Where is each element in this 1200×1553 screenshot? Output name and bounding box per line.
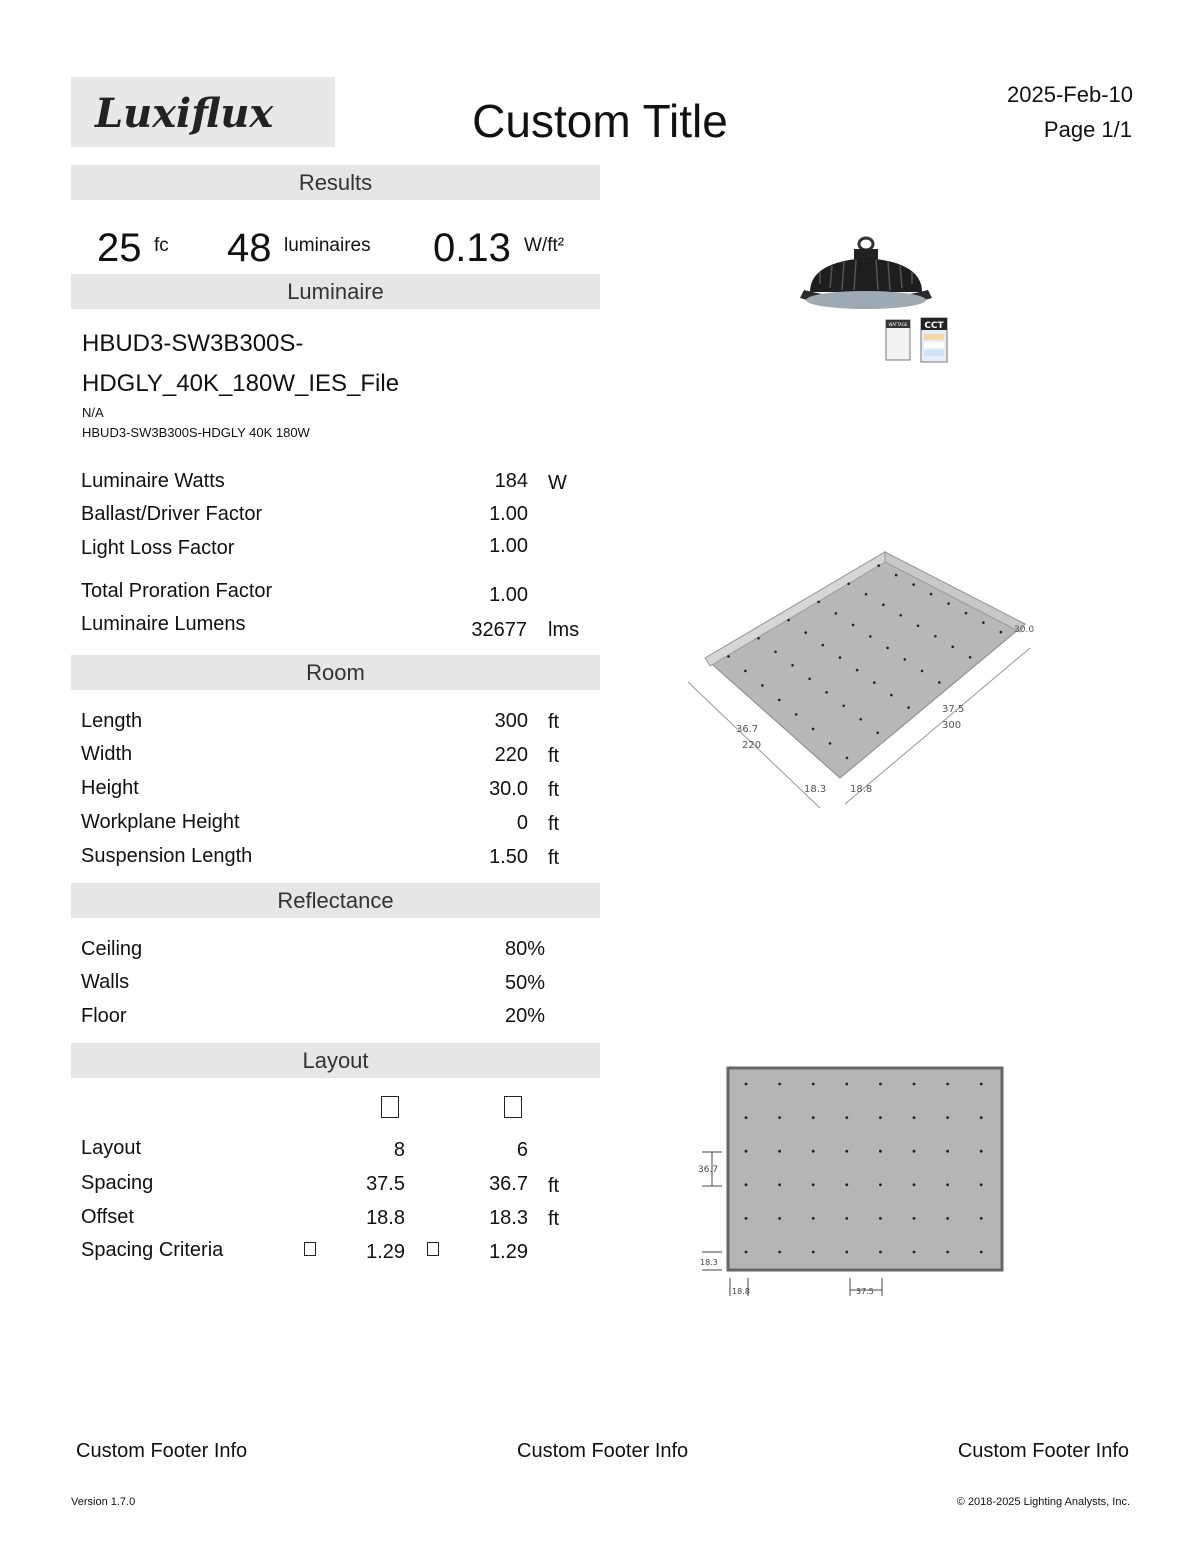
- plan-luminaire-dot: [745, 1083, 748, 1086]
- luminaire-lumens-label: Luminaire Lumens: [81, 613, 246, 635]
- plan-luminaire-dot: [812, 1183, 815, 1186]
- plan-luminaire-dot: [913, 1183, 916, 1186]
- floor-value: 20%: [504, 1005, 545, 1027]
- plan-luminaire-dot: [879, 1183, 882, 1186]
- suspension-length-label: Suspension Length: [81, 845, 253, 867]
- room-width-value: 220: [494, 744, 528, 766]
- luminaire-manufacturer: N/A: [82, 405, 104, 420]
- spacing-unit: ft: [548, 1175, 560, 1197]
- room-height-unit: ft: [548, 779, 560, 801]
- iso-dim-length: 300: [942, 720, 962, 731]
- version-text: Version 1.7.0: [71, 1496, 136, 1508]
- iso-dim-spacing-y: 36.7: [736, 724, 759, 735]
- room-height-label: Height: [81, 777, 139, 799]
- iso-luminaire-dot: [899, 614, 902, 617]
- iso-luminaire-dot: [744, 670, 747, 673]
- iso-dim-offset-x: 18.8: [850, 784, 873, 795]
- iso-luminaire-dot: [859, 718, 862, 721]
- plan-luminaire-dot: [980, 1217, 983, 1220]
- logo-text: Luxiflux: [95, 90, 274, 137]
- plan-luminaire-dot: [778, 1251, 781, 1254]
- plan-luminaire-dot: [980, 1083, 983, 1086]
- section-layout-heading: Layout: [71, 1043, 600, 1078]
- layout-col2-symbol: [504, 1096, 522, 1118]
- plan-luminaire-dot: [845, 1217, 848, 1220]
- iso-luminaire-dot: [856, 669, 859, 672]
- plan-luminaire-dot: [980, 1183, 983, 1186]
- plan-luminaire-dot: [879, 1217, 882, 1220]
- power-density-value: 0.13: [433, 226, 511, 270]
- section-luminaire-heading: Luminaire: [71, 274, 600, 309]
- spacing-criteria-label: Spacing Criteria: [81, 1239, 224, 1261]
- iso-luminaire-dot: [912, 583, 915, 586]
- plan-dim-spacing-x: 37.5: [856, 1287, 874, 1296]
- plan-luminaire-dot: [778, 1083, 781, 1086]
- iso-luminaire-dot: [839, 656, 842, 659]
- room-length-value: 300: [494, 710, 528, 732]
- plan-dim-spacing-y: 36.7: [698, 1165, 719, 1175]
- luminaire-watts-value: 184: [494, 470, 528, 492]
- plan-dim-offset-y: 18.3: [700, 1258, 718, 1267]
- spacing-col2: 36.7: [489, 1173, 528, 1195]
- luminaire-product-image: [790, 232, 960, 372]
- iso-dim-width: 220: [742, 740, 762, 751]
- plan-luminaire-dot: [946, 1083, 949, 1086]
- iso-luminaire-dot: [869, 635, 872, 638]
- plan-luminaire-dot: [946, 1150, 949, 1153]
- power-density-unit: W/ft²: [524, 235, 565, 256]
- luminaire-name-line1: HBUD3-SW3B300S-: [82, 330, 304, 357]
- plan-luminaire-dot: [879, 1083, 882, 1086]
- luminaire-name-line2: HDGLY_40K_180W_IES_File: [82, 370, 400, 397]
- plan-luminaire-dot: [879, 1150, 882, 1153]
- page-title: Custom Title: [472, 95, 728, 147]
- iso-luminaire-dot: [804, 631, 807, 634]
- iso-luminaire-dot: [882, 603, 885, 606]
- iso-luminaire-dot: [787, 619, 790, 622]
- plan-luminaire-dot: [845, 1083, 848, 1086]
- plan-luminaire-dot: [778, 1116, 781, 1119]
- plan-luminaire-dot: [845, 1150, 848, 1153]
- section-results-heading: Results: [71, 165, 600, 200]
- plan-luminaire-dot: [946, 1251, 949, 1254]
- luminaire-lumens-value: 32677: [471, 619, 527, 641]
- iso-luminaire-dot: [938, 681, 941, 684]
- room-length-label: Length: [81, 710, 143, 732]
- plan-luminaire-dot: [845, 1183, 848, 1186]
- iso-luminaire-dot: [1000, 631, 1003, 634]
- iso-luminaire-dot: [873, 681, 876, 684]
- iso-luminaire-dot: [930, 593, 933, 596]
- iso-luminaire-dot: [825, 691, 828, 694]
- iso-luminaire-dot: [951, 645, 954, 648]
- plan-luminaire-dot: [980, 1116, 983, 1119]
- layout-count-col1: 8: [393, 1139, 405, 1161]
- iso-luminaire-dot: [761, 684, 764, 687]
- iso-luminaire-dot: [852, 624, 855, 627]
- luminaires-unit: luminaires: [284, 235, 371, 256]
- plan-luminaire-dot: [879, 1116, 882, 1119]
- iso-luminaire-dot: [947, 602, 950, 605]
- plan-luminaire-dot: [778, 1150, 781, 1153]
- plan-luminaire-dot: [745, 1116, 748, 1119]
- plan-luminaire-dot: [745, 1251, 748, 1254]
- iso-luminaire-dot: [921, 670, 924, 673]
- iso-luminaire-dot: [907, 706, 910, 709]
- spacing-criteria-col1: 1.29: [366, 1241, 405, 1263]
- section-reflectance-heading: Reflectance: [71, 883, 600, 918]
- iso-luminaire-dot: [886, 647, 889, 650]
- iso-luminaire-dot: [846, 757, 849, 760]
- ceiling-label: Ceiling: [81, 938, 143, 960]
- plan-luminaire-dot: [812, 1083, 815, 1086]
- footer-left: Custom Footer Info: [76, 1440, 248, 1462]
- badge-cct-text: CCT: [924, 321, 944, 331]
- spacing-label: Spacing: [81, 1172, 154, 1194]
- plan-luminaire-dot: [845, 1116, 848, 1119]
- plan-luminaire-dot: [845, 1251, 848, 1254]
- copyright-text: © 2018-2025 Lighting Analysts, Inc.: [956, 1496, 1130, 1508]
- ballast-factor-label: Ballast/Driver Factor: [81, 503, 263, 525]
- iso-luminaire-dot: [895, 574, 898, 577]
- proration-factor-label: Total Proration Factor: [81, 580, 273, 602]
- plan-luminaire-dot: [812, 1150, 815, 1153]
- luminaire-watts-label: Luminaire Watts: [81, 470, 225, 492]
- luminaire-watts-unit: W: [548, 472, 567, 494]
- spacing-criteria-col2: 1.29: [489, 1241, 528, 1263]
- offset-unit: ft: [548, 1208, 560, 1230]
- layout-count-label: Layout: [81, 1137, 142, 1159]
- plan-luminaire-dot: [980, 1150, 983, 1153]
- plan-luminaire-dot: [778, 1183, 781, 1186]
- plan-dim-offset-x: 18.8: [732, 1287, 750, 1296]
- offset-col1: 18.8: [366, 1207, 405, 1229]
- spacing-col1: 37.5: [366, 1173, 405, 1195]
- plan-luminaire-dot: [812, 1217, 815, 1220]
- iso-luminaire-dot: [876, 731, 879, 734]
- iso-luminaire-dot: [842, 704, 845, 707]
- workplane-height-label: Workplane Height: [81, 811, 240, 833]
- iso-luminaire-dot: [791, 664, 794, 667]
- badge-wattage-text: WATTAGE: [888, 322, 908, 327]
- plan-luminaire-dot: [812, 1251, 815, 1254]
- iso-luminaire-dot: [904, 658, 907, 661]
- iso-luminaire-dot: [934, 635, 937, 638]
- iso-luminaire-dot: [982, 621, 985, 624]
- workplane-height-value: 0: [516, 812, 528, 834]
- iso-luminaire-dot: [865, 593, 868, 596]
- iso-luminaire-dot: [969, 656, 972, 659]
- plan-luminaire-dot: [946, 1183, 949, 1186]
- footer-right: Custom Footer Info: [957, 1440, 1129, 1462]
- layout-col1-symbol: [381, 1096, 399, 1118]
- plan-luminaire-dot: [745, 1217, 748, 1220]
- iso-luminaire-dot: [847, 582, 850, 585]
- report-date: 2025-Feb-10: [1007, 82, 1133, 107]
- brand-logo: [71, 77, 335, 147]
- plan-luminaire-dot: [980, 1251, 983, 1254]
- section-room-heading: Room: [71, 655, 600, 690]
- iso-luminaire-dot: [812, 728, 815, 731]
- plan-luminaire-dot: [745, 1183, 748, 1186]
- plan-luminaire-dot: [913, 1150, 916, 1153]
- iso-luminaire-dot: [757, 637, 760, 640]
- iso-luminaire-dot: [835, 612, 838, 615]
- plan-luminaire-dot: [913, 1251, 916, 1254]
- footer-center: Custom Footer Info: [517, 1440, 689, 1462]
- offset-label: Offset: [81, 1206, 134, 1228]
- iso-luminaire-dot: [817, 601, 820, 604]
- plan-luminaire-dot: [913, 1217, 916, 1220]
- suspension-length-unit: ft: [548, 847, 560, 869]
- room-length-unit: ft: [548, 711, 560, 733]
- workplane-height-unit: ft: [548, 813, 560, 835]
- iso-luminaire-dot: [795, 713, 798, 716]
- iso-dim-offset-y: 18.3: [804, 784, 827, 795]
- luminaire-catalog: HBUD3-SW3B300S-HDGLY 40K 180W: [82, 425, 310, 440]
- iso-dim-spacing-x: 37.5: [942, 704, 965, 715]
- room-width-unit: ft: [548, 745, 560, 767]
- luminaires-value: 48: [227, 226, 272, 270]
- room-width-label: Width: [81, 743, 133, 765]
- iso-luminaire-dot: [822, 644, 825, 647]
- iso-luminaire-dot: [965, 612, 968, 615]
- iso-dim-height: 30.0: [1014, 625, 1035, 635]
- plan-luminaire-dot: [812, 1116, 815, 1119]
- light-loss-factor-label: Light Loss Factor: [81, 537, 235, 559]
- iso-luminaire-dot: [774, 650, 777, 653]
- iso-luminaire-dot: [778, 699, 781, 702]
- iso-luminaire-dot: [877, 564, 880, 567]
- iso-luminaire-dot: [917, 624, 920, 627]
- light-loss-factor-value: 1.00: [489, 535, 528, 557]
- iso-luminaire-dot: [890, 694, 893, 697]
- plan-luminaire-dot: [946, 1116, 949, 1119]
- room-plan-diagram: [690, 1060, 1020, 1310]
- iso-luminaire-dot: [727, 655, 730, 658]
- floor-label: Floor: [81, 1005, 127, 1027]
- proration-factor-value: 1.00: [489, 584, 528, 606]
- fc-value: 25: [97, 226, 142, 270]
- iso-luminaire-dot: [829, 742, 832, 745]
- iso-luminaire-dot: [808, 677, 811, 680]
- walls-label: Walls: [81, 971, 130, 993]
- plan-luminaire-dot: [745, 1150, 748, 1153]
- page-number: Page 1/1: [1043, 117, 1132, 142]
- offset-col2: 18.3: [489, 1207, 528, 1229]
- ballast-factor-value: 1.00: [489, 503, 528, 525]
- room-isometric-diagram: [680, 540, 1050, 830]
- luminaire-lumens-unit: lms: [548, 619, 580, 641]
- plan-luminaire-dot: [778, 1217, 781, 1220]
- plan-luminaire-dot: [913, 1083, 916, 1086]
- plan-luminaire-dot: [879, 1251, 882, 1254]
- layout-count-col2: 6: [516, 1139, 528, 1161]
- room-height-value: 30.0: [489, 778, 528, 800]
- walls-value: 50%: [504, 972, 545, 994]
- plan-luminaire-dot: [913, 1116, 916, 1119]
- fc-unit: fc: [154, 235, 169, 256]
- plan-luminaire-dot: [946, 1217, 949, 1220]
- ceiling-value: 80%: [504, 938, 545, 960]
- suspension-length-value: 1.50: [489, 846, 528, 868]
